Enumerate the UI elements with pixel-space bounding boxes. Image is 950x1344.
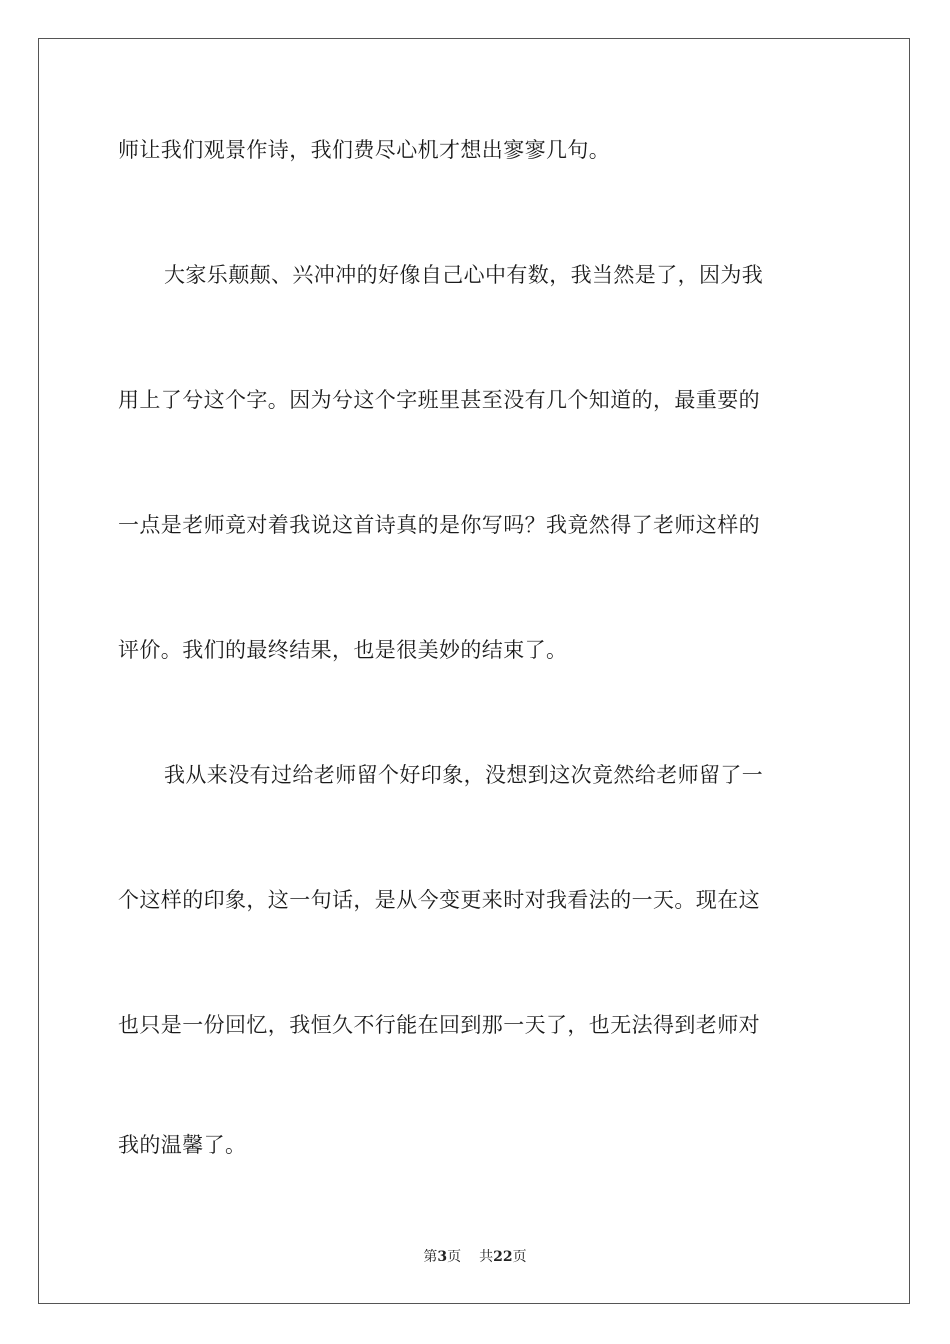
total-pages: 22 — [493, 1249, 513, 1265]
text-line: 评价。我们的最终结果，也是很美妙的结束了。 — [118, 638, 568, 662]
page-number: 3 — [437, 1249, 448, 1265]
page-footer — [0, 1248, 950, 1266]
page-border — [38, 38, 910, 1304]
text-line: 我的温馨了。 — [118, 1133, 247, 1157]
text-line: 师让我们观景作诗，我们费尽心机才想出寥寥几句。 — [118, 138, 611, 162]
text-line: 也只是一份回忆，我恒久不行能在回到那一天了，也无法得到老师对 — [118, 1013, 760, 1037]
text-line: 用上了兮这个字。因为兮这个字班里甚至没有几个知道的，最重要的 — [118, 388, 760, 412]
text-line: 大家乐颠颠、兴冲冲的好像自己心中有数，我当然是了，因为我 — [164, 263, 764, 287]
total-suffix: 页 — [512, 1249, 527, 1265]
total-prefix: 共 — [479, 1249, 494, 1265]
text-line: 一点是老师竟对着我说这首诗真的是你写吗？我竟然得了老师这样的 — [118, 513, 760, 537]
text-line: 我从来没有过给老师留个好印象，没想到这次竟然给老师留了一 — [164, 763, 764, 787]
text-line: 个这样的印象，这一句话，是从今变更来时对我看法的一天。现在这 — [118, 888, 760, 912]
page-prefix: 第 — [423, 1249, 438, 1265]
page-suffix: 页 — [447, 1249, 462, 1265]
